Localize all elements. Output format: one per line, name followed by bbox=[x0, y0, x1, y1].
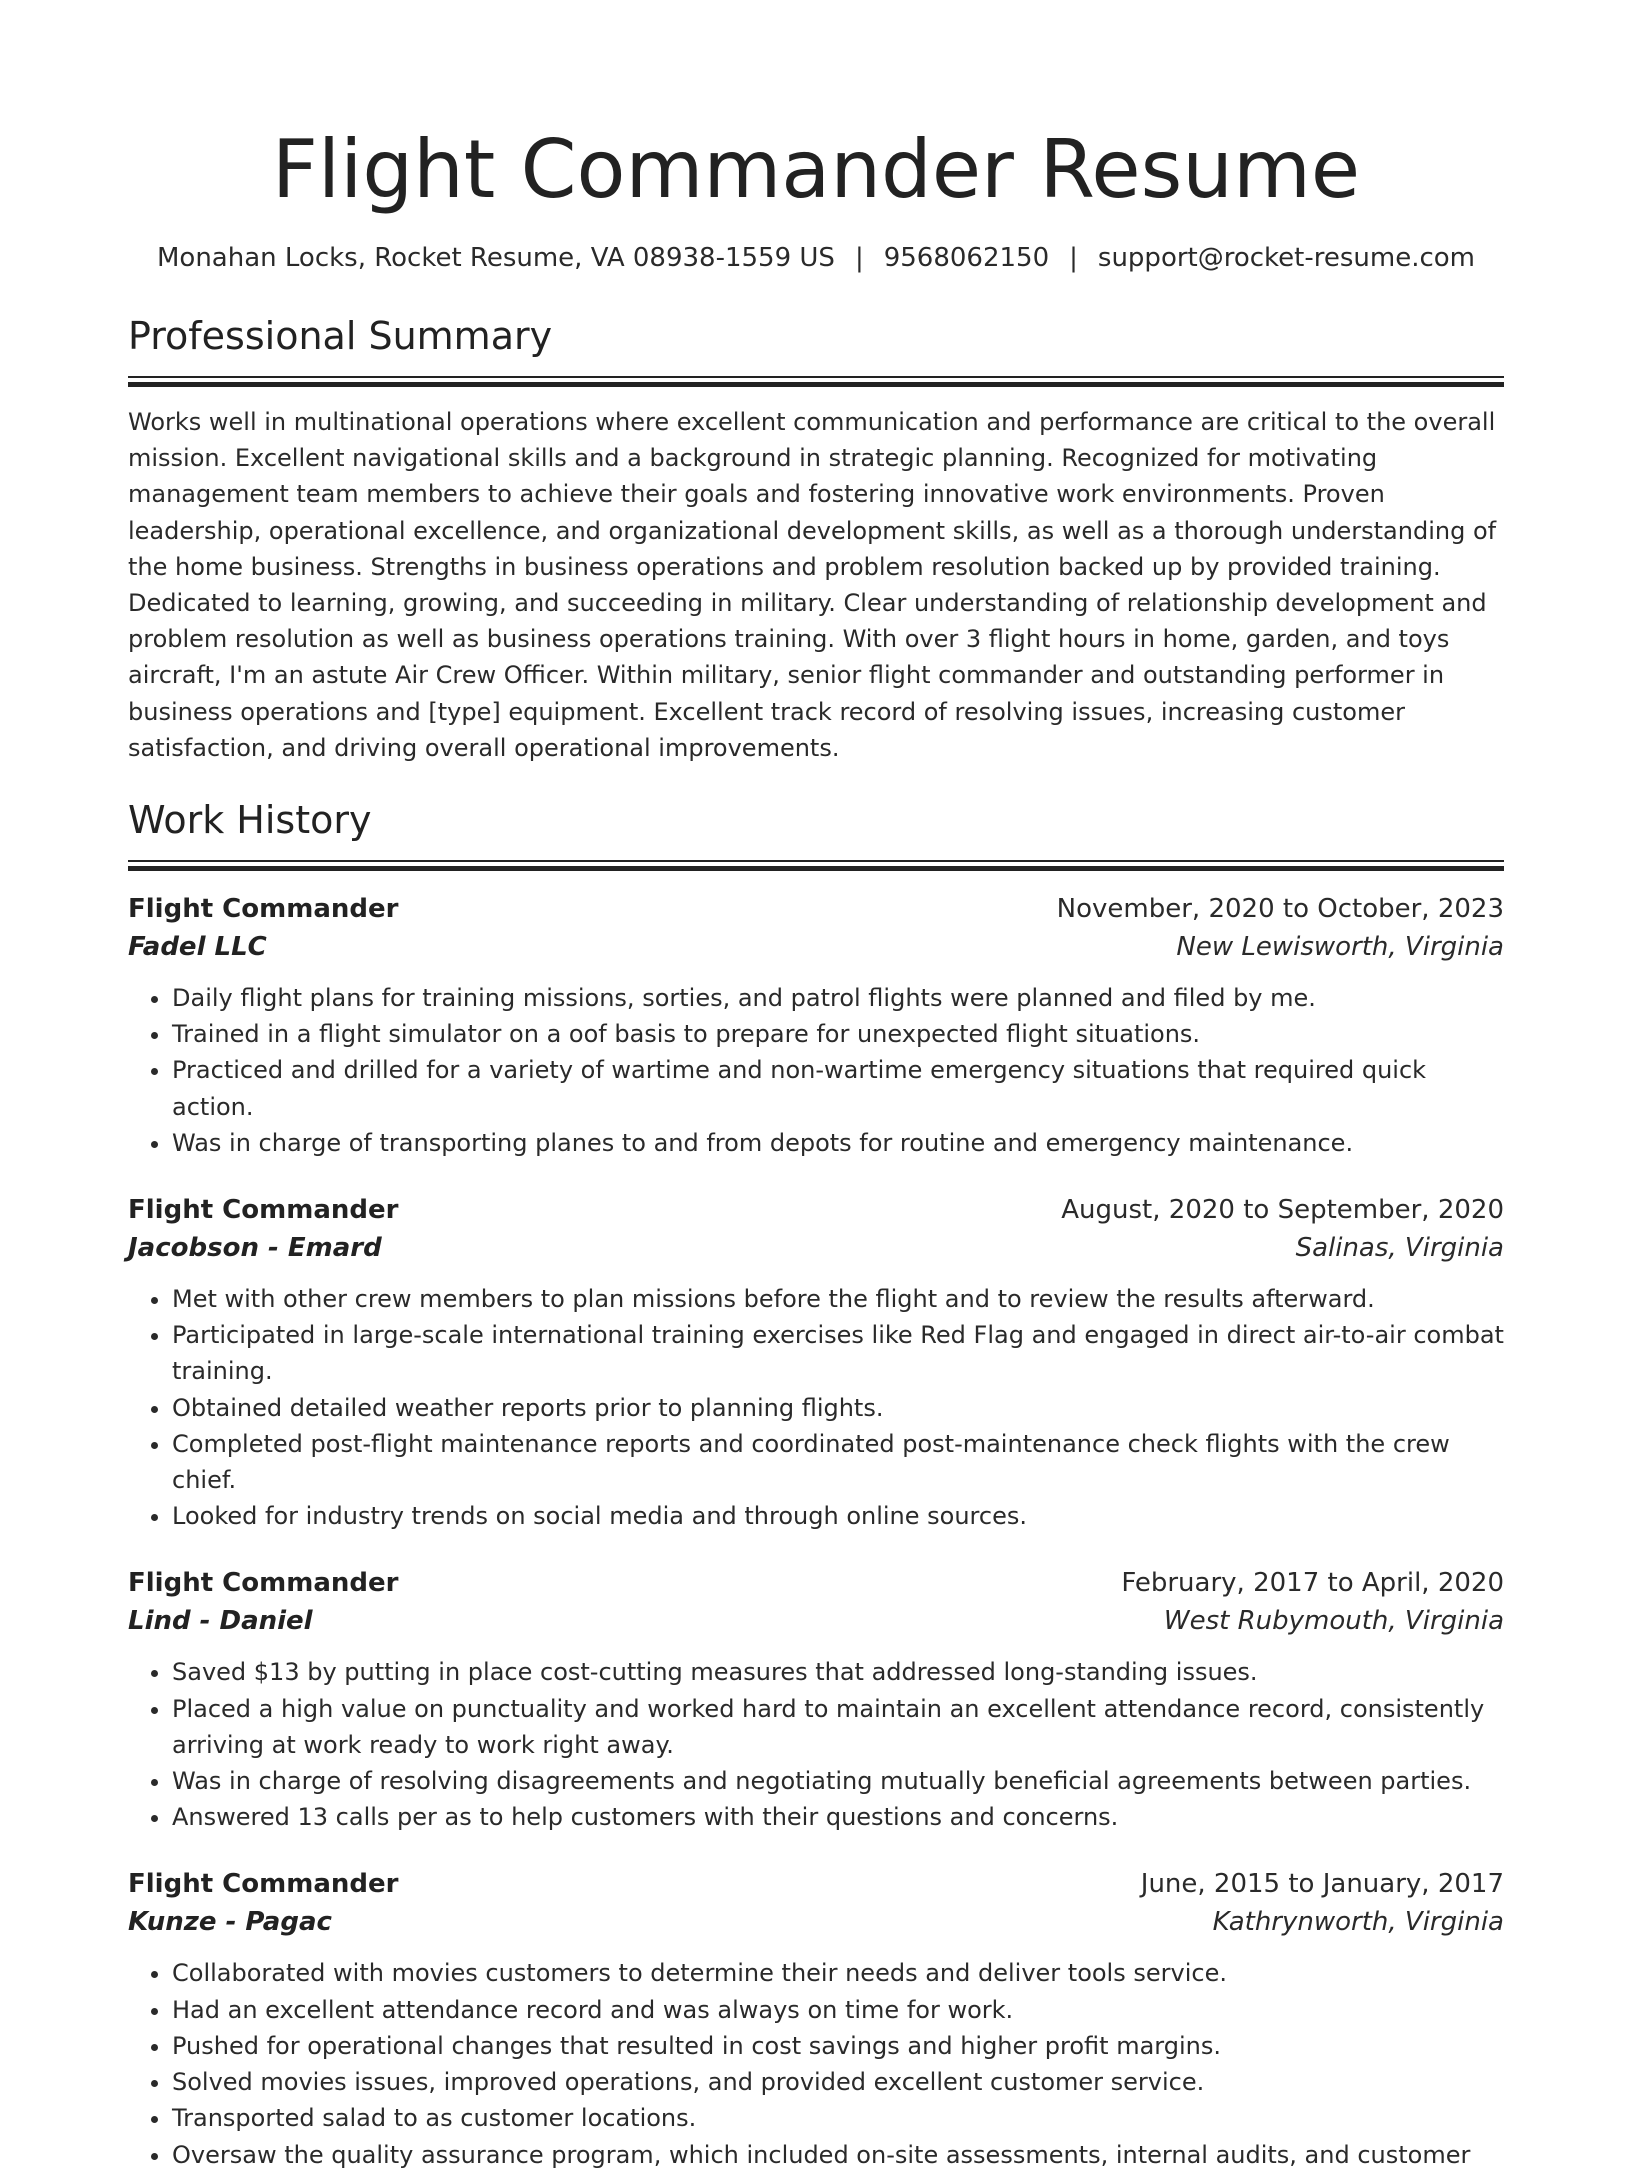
job-header-row bbox=[128, 890, 1504, 928]
job-entry bbox=[128, 1564, 1504, 1835]
section-title-summary: Professional Summary bbox=[128, 314, 553, 358]
job-bullets bbox=[128, 1654, 1504, 1835]
resume-title: Flight Commander Resume bbox=[271, 123, 1361, 216]
job-location: New Lewisworth, Virginia bbox=[1176, 932, 1504, 963]
job-bullet: • Answered 13 calls per as to help customers with their questions and concerns. bbox=[172, 1799, 1504, 1835]
job-entry bbox=[128, 1191, 1504, 1534]
job-bullet: • Oversaw the quality assurance program, which included on-site assessments, internal audits, and customer bbox=[172, 2137, 1504, 2173]
section-title-work-history: Work History bbox=[128, 798, 372, 843]
job-bullet: • Pushed for operational changes that resulted in cost savings and higher profit margins. bbox=[172, 2028, 1504, 2064]
job-company-row bbox=[128, 1602, 1504, 1640]
job-bullet: • Participated in large-scale international training exercises like Red Flag and engaged in direct air-to-air combat training. bbox=[172, 1317, 1504, 1389]
job-bullet: • Placed a high value on punctuality and worked hard to maintain an excellent attendance record, consistently arriving at work ready to work right away. bbox=[172, 1691, 1504, 1763]
job-company: Kunze - Pagac bbox=[128, 1907, 332, 1938]
job-header-row bbox=[128, 1865, 1504, 1903]
job-bullet: • Had an excellent attendance record and was always on time for work. bbox=[172, 1992, 1504, 2028]
job-bullet: • Was in charge of resolving disagreements and negotiating mutually beneficial agreements between parties. bbox=[172, 1763, 1504, 1799]
job-company-row bbox=[128, 1903, 1504, 1941]
job-company-row bbox=[128, 1229, 1504, 1267]
job-company: Fadel LLC bbox=[128, 932, 267, 963]
job-entry bbox=[128, 890, 1504, 1161]
contact-email: support@rocket-resume.com bbox=[1097, 243, 1476, 273]
job-bullet: • Was in charge of transporting planes to and from depots for routine and emergency maintenance. bbox=[172, 1125, 1504, 1161]
job-company: Lind - Daniel bbox=[128, 1606, 313, 1637]
job-location: Salinas, Virginia bbox=[1295, 1233, 1504, 1264]
job-bullet: • Solved movies issues, improved operations, and provided excellent customer service. bbox=[172, 2064, 1504, 2100]
job-bullet: • Completed post-flight maintenance reports and coordinated post-maintenance check flights with the crew chief. bbox=[172, 1426, 1504, 1498]
resume-content bbox=[128, 0, 1504, 2173]
job-entry bbox=[128, 1865, 1504, 2172]
job-company: Jacobson - Emard bbox=[128, 1233, 382, 1264]
professional-summary-section bbox=[128, 310, 1504, 766]
job-location: West Rubymouth, Virginia bbox=[1163, 1606, 1504, 1637]
job-bullet: • Looked for industry trends on social media and through online sources. bbox=[172, 1498, 1504, 1534]
summary-text: Works well in multinational operations where excellent communication and performance are critical to the overall mission. Excellent navigational skills and a background in strategic planning. Recognized for motivating management team members to achieve their goals and fostering innovative work environments. Proven leadership, operational excellence, and organizational development skills, as well as a thorough understanding of the home business. Strengths in business operations and problem resolution backed up by provided training. Dedicated to learning, growing, and succeeding in military. Clear understanding of relationship development and problem resolution as well as business operations training. With over 3 flight hours in home, garden, and toys aircraft, I'm an astute Air Crew Officer. Within military, senior flight commander and outstanding performer in business operations and [type] equipment. Excellent track record of resolving issues, increasing customer satisfaction, and driving overall operational improvements. bbox=[128, 408, 1497, 762]
job-title: Flight Commander bbox=[128, 894, 399, 925]
job-bullet: • Collaborated with movies customers to determine their needs and deliver tools service. bbox=[172, 1955, 1504, 1991]
job-bullet: • Trained in a flight simulator on a oof basis to prepare for unexpected flight situations. bbox=[172, 1016, 1504, 1052]
contact-separator: | bbox=[1069, 243, 1078, 273]
job-bullet: • Transported salad to as customer locations. bbox=[172, 2100, 1504, 2136]
job-bullets bbox=[128, 1281, 1504, 1534]
job-company-row bbox=[128, 928, 1504, 966]
job-bullet: • Practiced and drilled for a variety of wartime and non-wartime emergency situations that required quick action. bbox=[172, 1052, 1504, 1124]
contact-line bbox=[128, 240, 1504, 276]
job-dates: November, 2020 to October, 2023 bbox=[1056, 894, 1504, 925]
job-bullets bbox=[128, 1955, 1504, 2172]
work-history-section bbox=[128, 794, 1504, 2173]
job-title: Flight Commander bbox=[128, 1195, 399, 1226]
contact-address: Monahan Locks, Rocket Resume, VA 08938-1559 US bbox=[156, 243, 835, 273]
job-bullets bbox=[128, 980, 1504, 1161]
contact-separator: | bbox=[854, 243, 864, 273]
job-location: Kathrynworth, Virginia bbox=[1212, 1907, 1504, 1938]
job-bullet: • Saved $13 by putting in place cost-cutting measures that addressed long-standing issues. bbox=[172, 1654, 1504, 1690]
job-bullet: • Obtained detailed weather reports prior to planning flights. bbox=[172, 1390, 1504, 1426]
job-header-row bbox=[128, 1191, 1504, 1229]
job-header-row bbox=[128, 1564, 1504, 1602]
job-bullet: • Daily flight plans for training missions, sorties, and patrol flights were planned and filed by me. bbox=[172, 980, 1504, 1016]
job-title: Flight Commander bbox=[128, 1869, 399, 1900]
section-divider bbox=[128, 376, 1504, 388]
job-bullet: • Met with other crew members to plan missions before the flight and to review the results afterward. bbox=[172, 1281, 1504, 1317]
job-title: Flight Commander bbox=[128, 1568, 399, 1599]
job-dates: June, 2015 to January, 2017 bbox=[1140, 1869, 1504, 1900]
contact-phone: 9568062150 bbox=[883, 243, 1050, 273]
job-dates: February, 2017 to April, 2020 bbox=[1121, 1568, 1504, 1599]
section-divider bbox=[128, 860, 1504, 872]
job-list bbox=[128, 890, 1504, 2173]
job-dates: August, 2020 to September, 2020 bbox=[1061, 1195, 1504, 1226]
